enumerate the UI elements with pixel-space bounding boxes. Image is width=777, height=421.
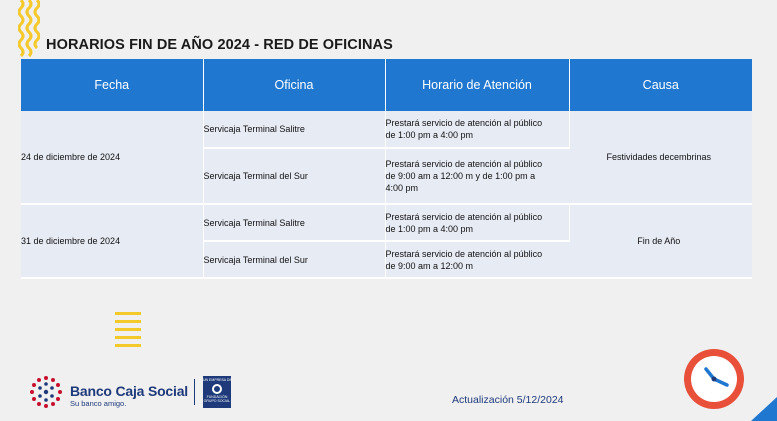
office-cell: Servicaja Terminal del Sur xyxy=(203,241,385,278)
table-row xyxy=(21,204,752,241)
office-cell: Servicaja Terminal del Sur xyxy=(203,148,385,204)
column-header-horario: Horario de Atención xyxy=(385,59,569,111)
zigzag-decoration-icon xyxy=(18,0,40,58)
cause-cell: Fin de Año xyxy=(569,204,752,278)
table-header-row xyxy=(21,59,752,111)
stripes-decoration-icon xyxy=(115,312,141,350)
date-cell: 24 de diciembre de 2024 xyxy=(21,111,203,204)
foundation-badge xyxy=(203,376,231,408)
update-date: Actualización 5/12/2024 xyxy=(452,394,564,406)
hours-line: de 1:00 pm a 4:00 pm xyxy=(385,130,474,140)
foundation-mark-icon xyxy=(212,384,222,394)
column-header-oficina: Oficina xyxy=(203,59,385,111)
cause-cell: Festividades decembrinas xyxy=(569,111,752,204)
hours-cell xyxy=(385,204,569,241)
brand-name: Banco Caja Social xyxy=(70,383,188,399)
hours-line: Prestará servicio de atención al público xyxy=(385,211,543,222)
brand-slogan: Su banco amigo. xyxy=(70,399,127,408)
page-title: HORARIOS FIN DE AÑO 2024 - RED DE OFICINAS xyxy=(46,37,393,53)
foundation-badge-line: GRUPO SOCIAL xyxy=(203,399,231,403)
hours-line: 4:00 pm xyxy=(385,183,419,193)
column-header-causa: Causa xyxy=(569,59,752,111)
hours-line: Prestará servicio de atención al público xyxy=(385,159,543,169)
hours-cell xyxy=(385,111,569,148)
office-cell: Servicaja Terminal Salitre xyxy=(203,111,385,148)
office-cell: Servicaja Terminal Salitre xyxy=(203,204,385,241)
foundation-badge-line: FUNDACIÓN xyxy=(206,395,228,399)
schedule-table xyxy=(21,59,752,279)
hours-cell xyxy=(385,241,569,278)
hours-line: de 9:00 am a 12:00 m y de 1:00 pm a xyxy=(385,171,536,181)
hours-line: Prestará servicio de atención al público xyxy=(385,118,543,128)
corner-decoration xyxy=(751,397,777,421)
date-cell: 31 de diciembre de 2024 xyxy=(21,204,203,278)
hours-cell xyxy=(385,148,569,204)
table-row xyxy=(21,111,752,148)
logo-divider xyxy=(194,379,195,405)
hours-line: Prestará servicio de atención al público xyxy=(385,248,543,259)
foundation-badge-top: UN EMPRESA DE xyxy=(203,378,232,382)
banco-caja-social-logo-icon xyxy=(28,374,64,410)
alarm-clock-icon xyxy=(682,347,746,411)
hours-line: de 9:00 am a 12:00 m xyxy=(385,260,474,271)
column-header-fecha: Fecha xyxy=(21,59,203,111)
hours-line: de 1:00 pm a 4:00 pm xyxy=(385,223,474,234)
